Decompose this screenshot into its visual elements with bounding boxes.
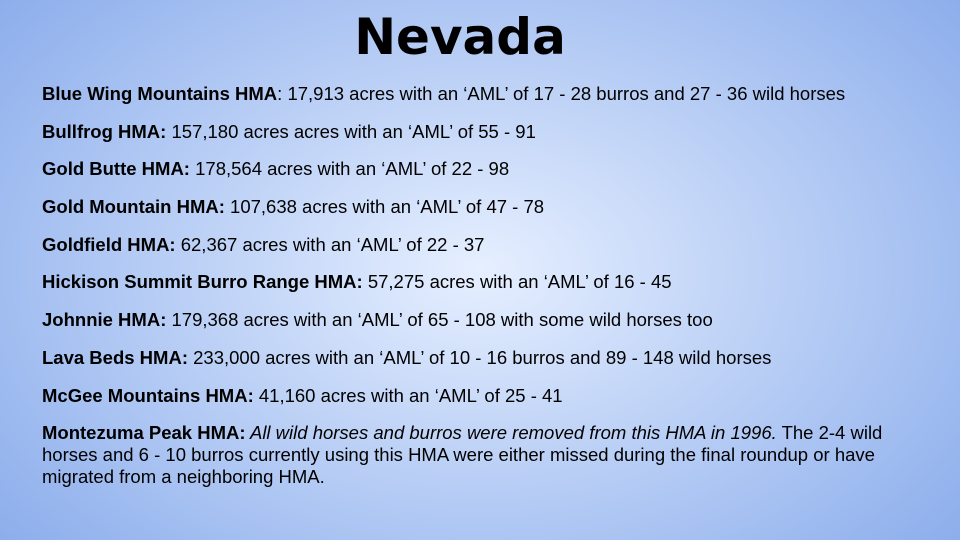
hma-entry-johnnie bbox=[42, 309, 942, 331]
hma-details: 107,638 acres with an ‘AML’ of 47 - 78 bbox=[224, 196, 545, 218]
hma-entry-gold-butte bbox=[42, 158, 942, 180]
hma-details: 179,368 acres with an ‘AML’ of 65 - 108 with some wild horses too bbox=[166, 309, 713, 331]
hma-entry-mcgee-mountains bbox=[42, 385, 942, 407]
hma-details: 41,160 acres with an ‘AML’ of 25 - 41 bbox=[253, 384, 563, 406]
hma-name: Gold Mountain HMA: bbox=[42, 196, 225, 218]
hma-details: 178,564 acres with an ‘AML’ of 22 - 98 bbox=[189, 158, 510, 180]
hma-name: Montezuma Peak HMA: bbox=[42, 422, 246, 444]
hma-entry-hickison-summit bbox=[42, 271, 942, 293]
hma-details: The 2-4 wild horses and 6 - 10 burros currently using this HMA were either missed during the final roundup or have migrated from a neighboring HMA. bbox=[42, 422, 883, 488]
hma-details: 157,180 acres acres with an ‘AML’ of 55 - 91 bbox=[166, 120, 536, 142]
hma-name: Lava Beds HMA: bbox=[42, 346, 188, 368]
hma-details: 62,367 acres with an ‘AML’ of 22 - 37 bbox=[175, 233, 485, 255]
hma-name: Blue Wing Mountains HMA bbox=[42, 83, 278, 104]
hma-details: 233,000 acres with an ‘AML’ of 10 - 16 burros and 89 - 148 wild horses bbox=[187, 346, 772, 368]
hma-name-separator: : bbox=[277, 83, 283, 104]
hma-name: Johnnie HMA: bbox=[42, 309, 167, 331]
hma-name: McGee Mountains HMA: bbox=[42, 384, 254, 406]
hma-entry-gold-mountain bbox=[42, 196, 942, 218]
hma-entry-bullfrog bbox=[42, 121, 942, 143]
hma-details: 57,275 acres with an ‘AML’ of 16 - 45 bbox=[362, 271, 672, 293]
hma-name: Hickison Summit Burro Range HMA: bbox=[42, 271, 363, 293]
slide-title: Nevada bbox=[354, 8, 566, 66]
hma-entry-goldfield bbox=[42, 234, 942, 256]
hma-entry-lava-beds bbox=[42, 347, 942, 369]
hma-name: Bullfrog HMA: bbox=[42, 120, 167, 142]
hma-name: Goldfield HMA: bbox=[42, 233, 176, 255]
hma-entry-montezuma-peak bbox=[42, 422, 942, 488]
hma-removal-note: All wild horses and burros were removed from this HMA in 1996. bbox=[245, 422, 777, 444]
hma-list bbox=[42, 83, 942, 504]
hma-entry-blue-wing-mountains bbox=[42, 83, 942, 105]
hma-name: Gold Butte HMA: bbox=[42, 158, 190, 180]
hma-details: 17,913 acres with an ‘AML’ of 17 - 28 burros and 27 - 36 wild horses bbox=[282, 83, 846, 104]
